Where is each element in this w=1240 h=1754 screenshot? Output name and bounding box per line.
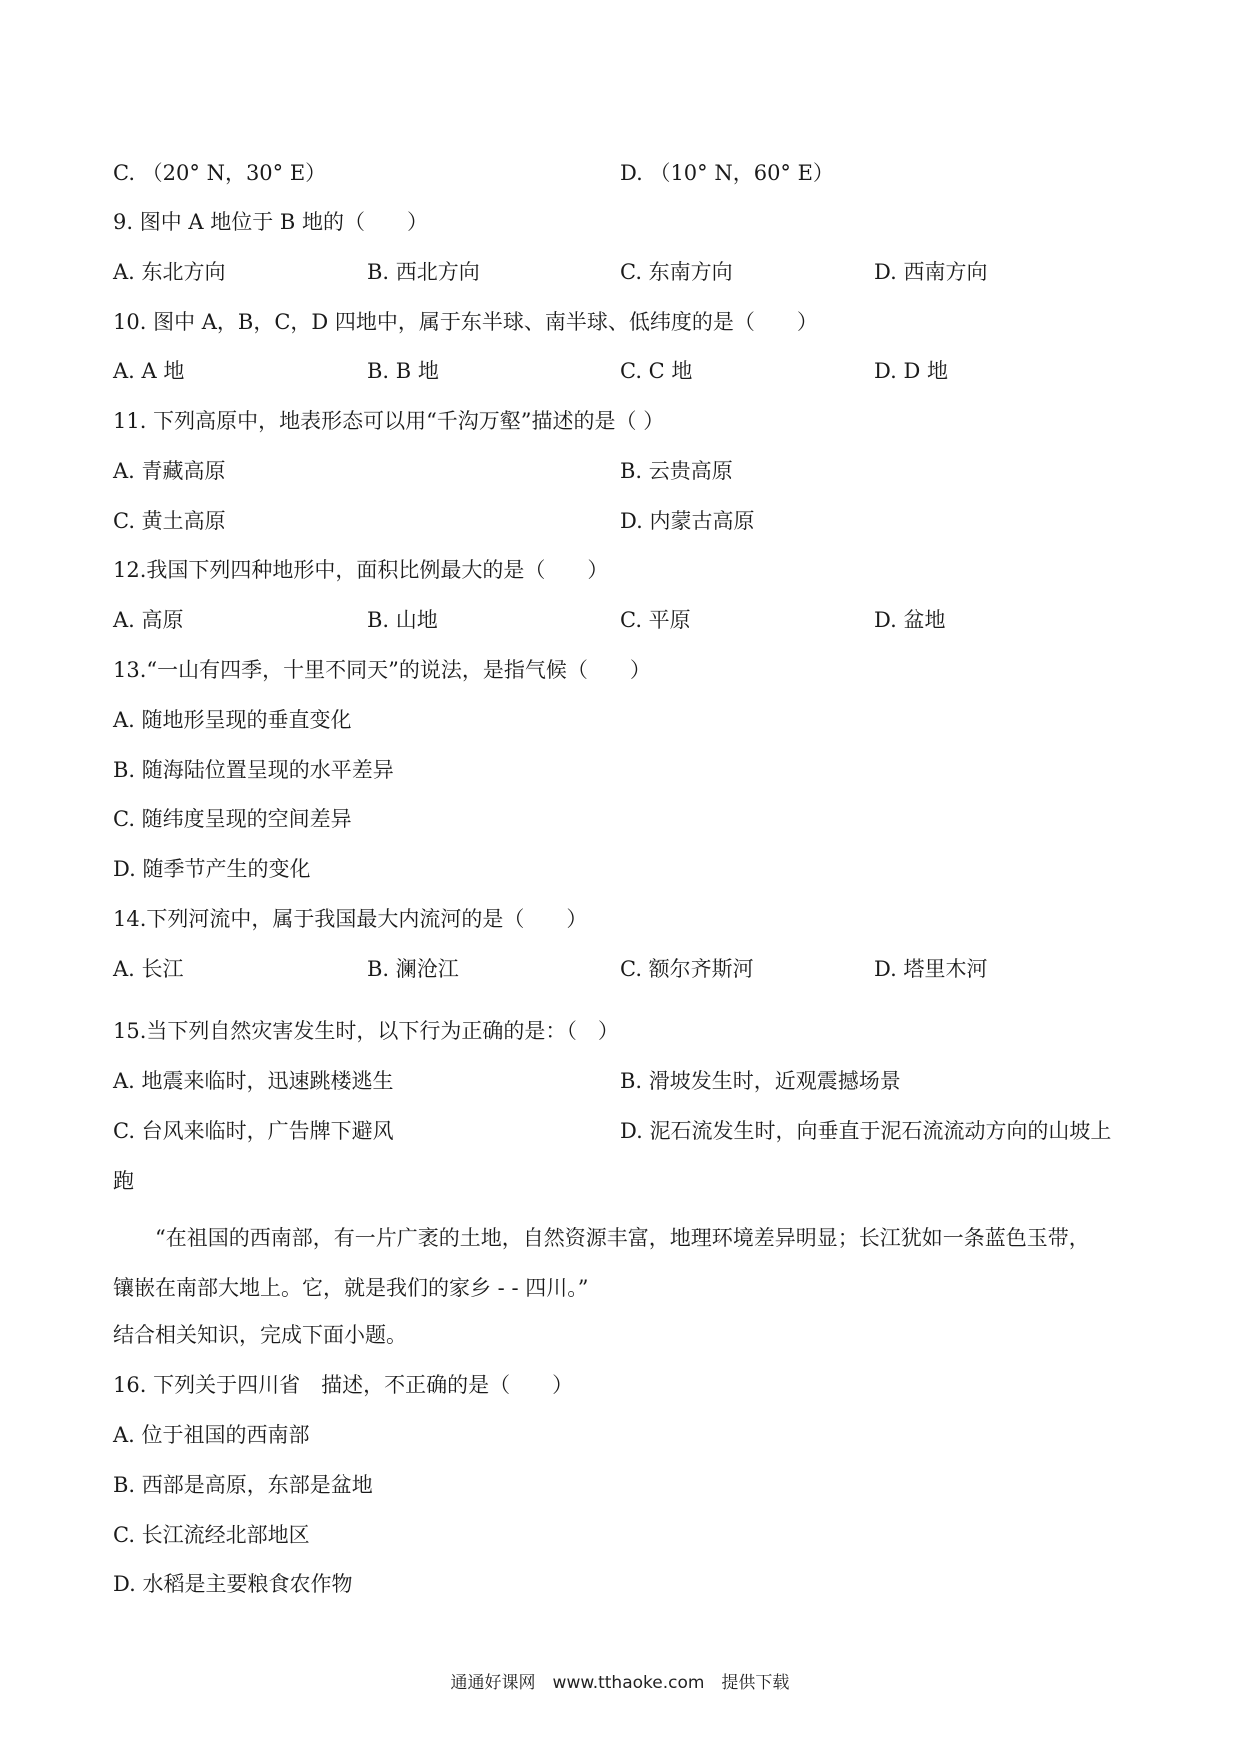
- q14-option-a: A. 长江: [113, 957, 184, 981]
- q12-option-d: D. 盆地: [874, 608, 946, 632]
- q15-option-b: B. 滑坡发生时，近观震撼场景: [620, 1069, 901, 1093]
- q16-option-d: D. 水稻是主要粮食农作物: [113, 1572, 353, 1596]
- q16-option-b: B. 西部是高原，东部是盆地: [113, 1473, 373, 1497]
- passage-line-1: “在祖国的西南部，有一片广袤的土地，自然资源丰富，地理环境差异明显；长江犹如一条蓝色玉带，: [155, 1226, 1090, 1250]
- passage-instruction: 结合相关知识，完成下面小题。: [113, 1323, 407, 1347]
- q13-stem: 13.“一山有四季，十里不同天”的说法，是指气候（ ）: [113, 658, 651, 682]
- q12-option-a: A. 高原: [113, 608, 184, 632]
- q11-stem: 11. 下列高原中，地表形态可以用“千沟万壑”描述的是（ ）: [113, 409, 665, 433]
- passage-line-2: 镶嵌在南部大地上。它，就是我们的家乡 - - 四川。”: [113, 1276, 589, 1300]
- q13-option-a: A. 随地形呈现的垂直变化: [113, 708, 352, 732]
- q11-option-c: C. 黄土高原: [113, 509, 226, 533]
- q14-option-c: C. 额尔齐斯河: [620, 957, 754, 981]
- q14-option-d: D. 塔里木河: [874, 957, 988, 981]
- q15-option-d: D. 泥石流发生时，向垂直于泥石流流动方向的山坡上: [620, 1119, 1112, 1143]
- q16-option-a: A. 位于祖国的西南部: [113, 1423, 310, 1447]
- q13-option-d: D. 随季节产生的变化: [113, 857, 311, 881]
- q13-option-b: B. 随海陆位置呈现的水平差异: [113, 758, 394, 782]
- q10-option-a: A. A 地: [113, 359, 185, 383]
- q10-option-d: D. D 地: [874, 359, 948, 383]
- q12-option-b: B. 山地: [367, 608, 438, 632]
- q15-stem: 15.当下列自然灾害发生时，以下行为正确的是：（ ）: [113, 1019, 619, 1043]
- q16-option-c: C. 长江流经北部地区: [113, 1523, 310, 1547]
- page-footer: 通通好课网 www.tthaoke.com 提供下载: [450, 1673, 790, 1693]
- q12-stem: 12.我国下列四种地形中，面积比例最大的是（ ）: [113, 558, 609, 582]
- q9-option-b: B. 西北方向: [367, 260, 480, 284]
- q10-option-c: C. C 地: [620, 359, 693, 383]
- q9-stem: 9. 图中 A 地位于 B 地的（ ）: [113, 210, 429, 234]
- q9-option-d: D. 西南方向: [874, 260, 988, 284]
- q9-option-c: C. 东南方向: [620, 260, 733, 284]
- q11-option-a: A. 青藏高原: [113, 459, 226, 483]
- q12-option-c: C. 平原: [620, 608, 691, 632]
- q10-option-b: B. B 地: [367, 359, 439, 383]
- q8-option-c: C. （20° N，30° E）: [113, 161, 327, 185]
- q9-option-a: A. 东北方向: [113, 260, 226, 284]
- q13-option-c: C. 随纬度呈现的空间差异: [113, 807, 352, 831]
- q15-option-d-wrap: 跑: [113, 1169, 134, 1193]
- q8-option-d: D. （10° N，60° E）: [620, 161, 834, 185]
- q15-option-a: A. 地震来临时，迅速跳楼逃生: [113, 1069, 394, 1093]
- q16-stem: 16. 下列关于四川省 描述，不正确的是（ ）: [113, 1373, 574, 1397]
- q11-option-b: B. 云贵高原: [620, 459, 733, 483]
- q14-option-b: B. 澜沧江: [367, 957, 459, 981]
- q14-stem: 14.下列河流中，属于我国最大内流河的是（ ）: [113, 907, 588, 931]
- q11-option-d: D. 内蒙古高原: [620, 509, 755, 533]
- q15-option-c: C. 台风来临时，广告牌下避风: [113, 1119, 394, 1143]
- q10-stem: 10. 图中 A，B，C，D 四地中，属于东半球、南半球、低纬度的是（ ）: [113, 310, 818, 334]
